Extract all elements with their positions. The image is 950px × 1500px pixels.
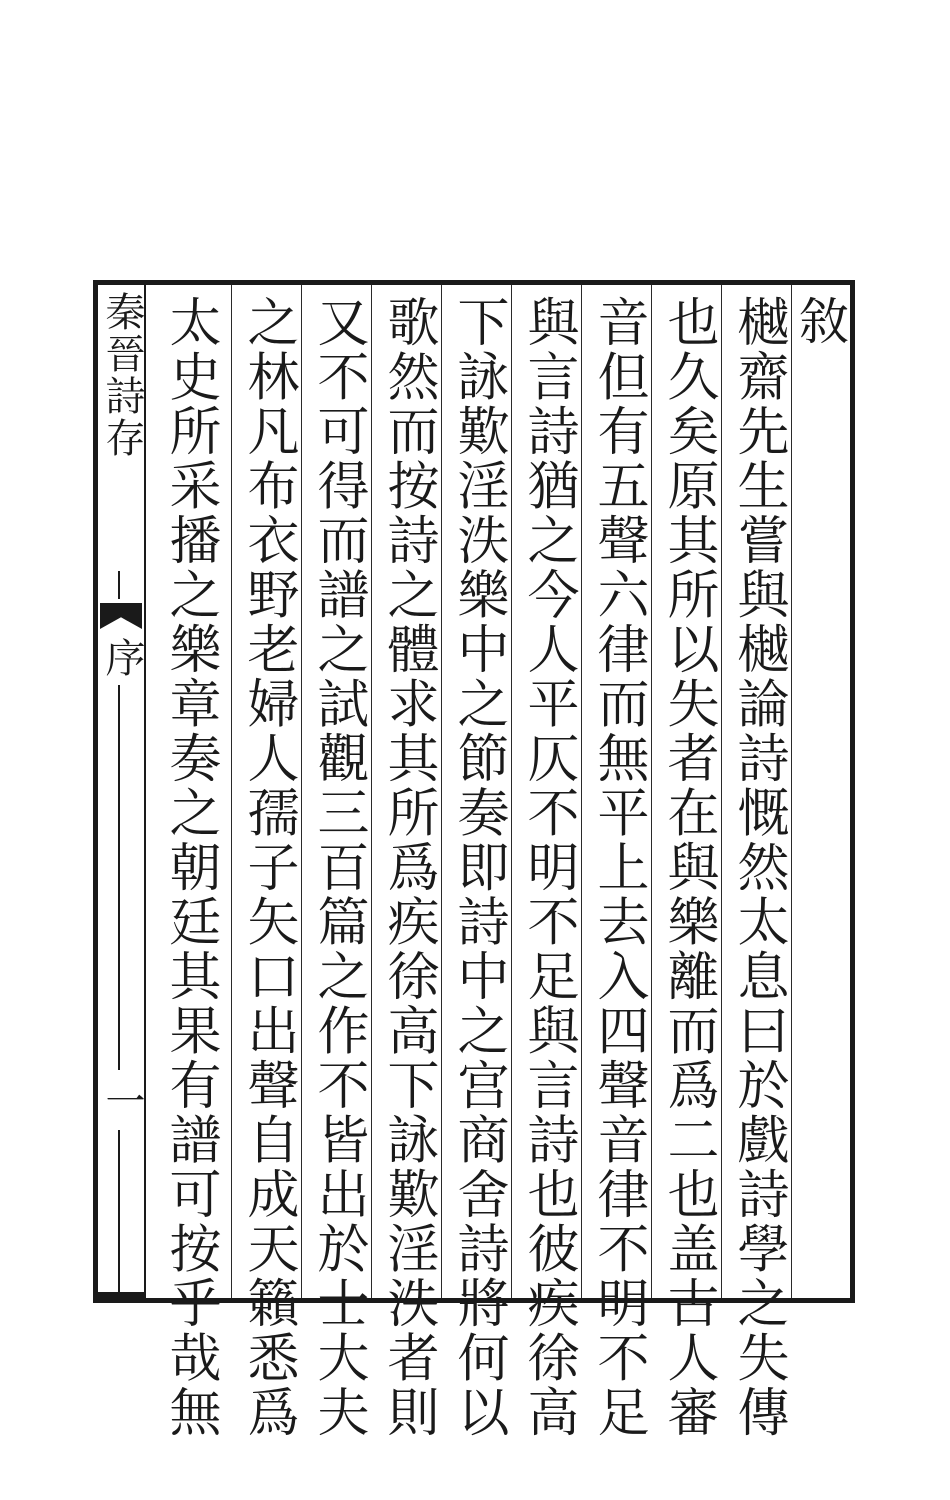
margin-rule-middle [118, 685, 120, 1070]
margin-rule-upper [118, 571, 120, 599]
column-rule [301, 285, 302, 1298]
text-column-5: 下詠歎淫泆樂中之節奏即詩中之宫商舍詩將何以 [448, 295, 508, 1440]
text-column-9: 太史所采播之樂章奏之朝廷其果有譜可按乎哉無 [160, 295, 220, 1440]
text-column-7: 又不可得而譜之試觀三百篇之作不皆出於士大夫 [308, 295, 368, 1440]
section-heading: 敘 [791, 295, 849, 348]
margin-column [98, 285, 146, 1298]
text-column-6: 歌然而按詩之體求其所爲疾徐高下詠歎淫泆者則 [378, 295, 438, 1440]
text-column-1: 樾齋先生嘗與樾論詩慨然太息曰於戲詩學之失傳 [728, 295, 788, 1440]
column-rule [371, 285, 372, 1298]
margin-rule-lower [118, 1130, 120, 1295]
column-rule [581, 285, 582, 1298]
column-rule [441, 285, 442, 1298]
column-rule [721, 285, 722, 1298]
text-column-4: 與言詩猶之今人平仄不明不足與言詩也彼疾徐高 [518, 295, 578, 1440]
book-title: 秦晉詩存 [99, 291, 145, 459]
page-number: 一 [99, 1080, 145, 1120]
fishtail-mark-icon [100, 603, 142, 629]
text-column-2: 也久矣原其所以失者在與樂離而爲二也盖古人審 [658, 295, 718, 1440]
text-column-8: 之林凡布衣野老婦人孺子矢口出聲自成天籟悉爲 [238, 295, 298, 1440]
column-rule [231, 285, 232, 1298]
column-rule [791, 285, 792, 1298]
section-label: 序 [99, 637, 145, 677]
column-rule [651, 285, 652, 1298]
column-rule [511, 285, 512, 1298]
margin-bottom-bar [98, 1292, 144, 1298]
page-frame [93, 280, 855, 1440]
text-column-3: 音但有五聲六律而無平上去入四聲音律不明不足 [588, 295, 648, 1440]
